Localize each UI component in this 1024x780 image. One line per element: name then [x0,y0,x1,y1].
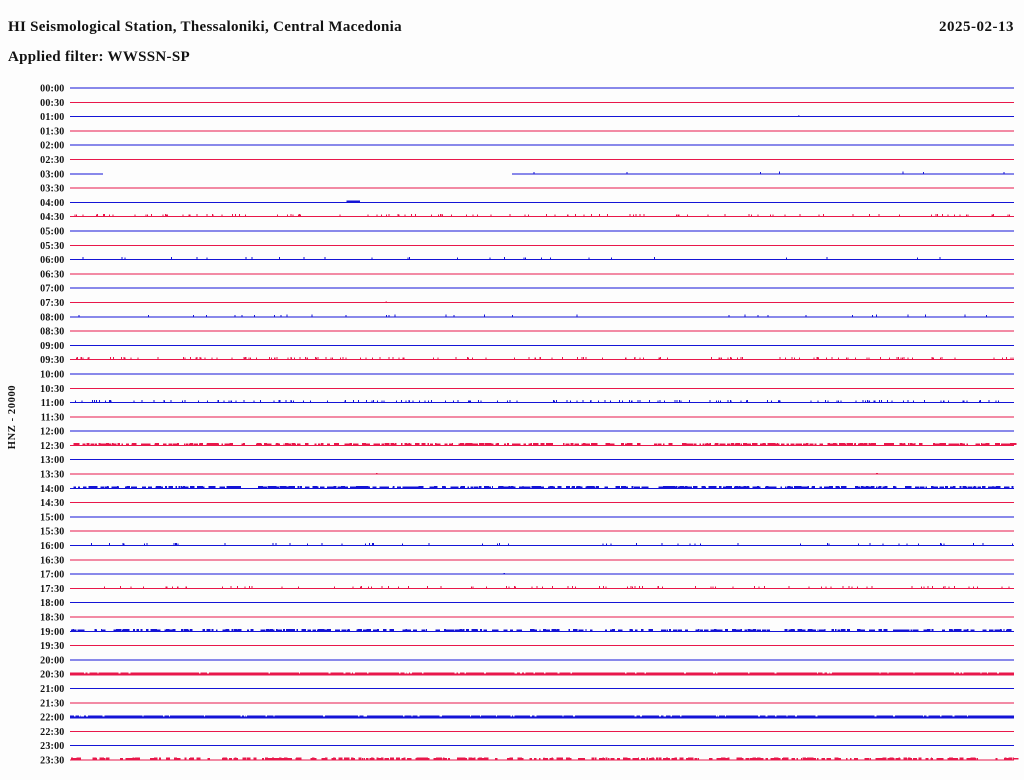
trace-row [40,283,1014,294]
trace-time-label: 10:30 [40,383,65,395]
trace-row [40,384,1014,395]
trace-time-label: 08:00 [40,312,65,324]
trace-time-label: 05:00 [40,226,65,238]
trace-row [40,655,1014,666]
trace-time-label: 11:00 [40,397,65,409]
trace-time-label: 10:00 [40,369,65,381]
trace-row [40,140,1014,151]
trace-row [40,126,1014,137]
trace-time-label: 21:30 [40,698,65,710]
trace-row [41,412,1014,423]
trace-row [40,455,1014,466]
channel-scale-label: HNZ - 20000 [7,384,18,450]
trace-time-label: 05:30 [40,240,65,252]
trace-row [40,426,1014,437]
trace-row [40,484,1014,495]
trace-time-label: 15:30 [40,526,65,538]
trace-time-label: 19:00 [40,626,65,638]
trace-time-label: 06:30 [40,269,65,281]
trace-row [40,584,1014,595]
trace-time-label: 17:00 [40,569,65,581]
trace-time-label: 14:00 [40,483,65,495]
trace-time-label: 02:00 [40,140,65,152]
trace-time-label: 16:30 [40,555,65,567]
trace-row [40,469,1014,480]
trace-time-label: 23:30 [40,755,65,767]
trace-row [40,312,1014,323]
trace-time-label: 22:00 [40,712,65,724]
trace-row [40,112,1014,123]
trace-time-label: 01:30 [40,126,65,138]
trace-time-label: 06:00 [40,254,65,266]
trace-time-label: 20:00 [40,655,65,667]
trace-row [40,541,1014,552]
trace-row [40,441,1017,452]
trace-time-label: 07:30 [40,297,65,309]
trace-row [40,755,1018,766]
trace-row [40,369,1014,380]
trace-time-label: 21:00 [40,683,65,695]
trace-time-label: 13:00 [40,454,65,466]
record-date: 2025-02-13 [939,19,1014,35]
trace-time-label: 15:00 [40,512,65,524]
trace-row [40,684,1014,695]
trace-time-label: 20:30 [40,669,65,681]
trace-time-label: 18:30 [40,612,65,624]
trace-time-label: 17:30 [40,583,65,595]
trace-row [40,512,1014,523]
station-title: HI Seismological Station, Thessaloniki, Central Macedonia [8,19,402,35]
trace-row [40,326,1014,337]
trace-row [40,241,1014,252]
trace-row [40,212,1014,223]
trace-row [40,498,1014,509]
trace-row [40,598,1014,609]
trace-time-label: 01:00 [40,111,65,123]
trace-row [40,341,1014,352]
trace-row [40,298,1014,309]
trace-row [40,698,1014,709]
trace-time-label: 22:30 [40,726,65,738]
trace-time-label: 09:00 [40,340,65,352]
trace-row [41,398,1014,409]
trace-time-label: 12:00 [40,426,65,438]
trace-time-label: 16:00 [40,540,65,552]
trace-time-label: 23:00 [40,740,65,752]
trace-time-label: 07:00 [40,283,65,295]
trace-row [40,741,1014,752]
trace-row [40,569,1014,580]
trace-row [40,269,1014,280]
trace-row [40,526,1014,537]
trace-time-label: 09:30 [40,354,65,366]
trace-row [40,727,1014,738]
trace-row [40,355,1014,366]
trace-time-label: 04:30 [40,211,65,223]
trace-row [40,627,1014,638]
trace-time-label: 11:30 [40,412,65,424]
trace-row [40,555,1014,566]
trace-row [40,169,1014,180]
trace-row [40,669,1014,680]
trace-time-label: 03:00 [40,169,65,181]
trace-time-label: 18:00 [40,597,65,609]
trace-row [40,183,1014,194]
trace-row [40,226,1014,237]
trace-row [40,98,1014,109]
trace-row [40,255,1014,266]
trace-time-label: 04:00 [40,197,65,209]
trace-time-label: 14:30 [40,497,65,509]
trace-time-label: 08:30 [40,326,65,338]
trace-time-label: 00:00 [40,83,65,95]
trace-time-label: 02:30 [40,154,65,166]
trace-row [40,712,1014,723]
trace-time-label: 13:30 [40,469,65,481]
trace-time-label: 19:30 [40,640,65,652]
trace-row [40,198,1014,209]
trace-row [40,641,1014,652]
trace-time-label: 00:30 [40,97,65,109]
trace-row [40,155,1014,166]
trace-time-label: 03:30 [40,183,65,195]
trace-row [40,83,1014,94]
applied-filter-label: Applied filter: WWSSN-SP [8,49,190,65]
trace-row [40,612,1014,623]
trace-time-label: 12:30 [40,440,65,452]
